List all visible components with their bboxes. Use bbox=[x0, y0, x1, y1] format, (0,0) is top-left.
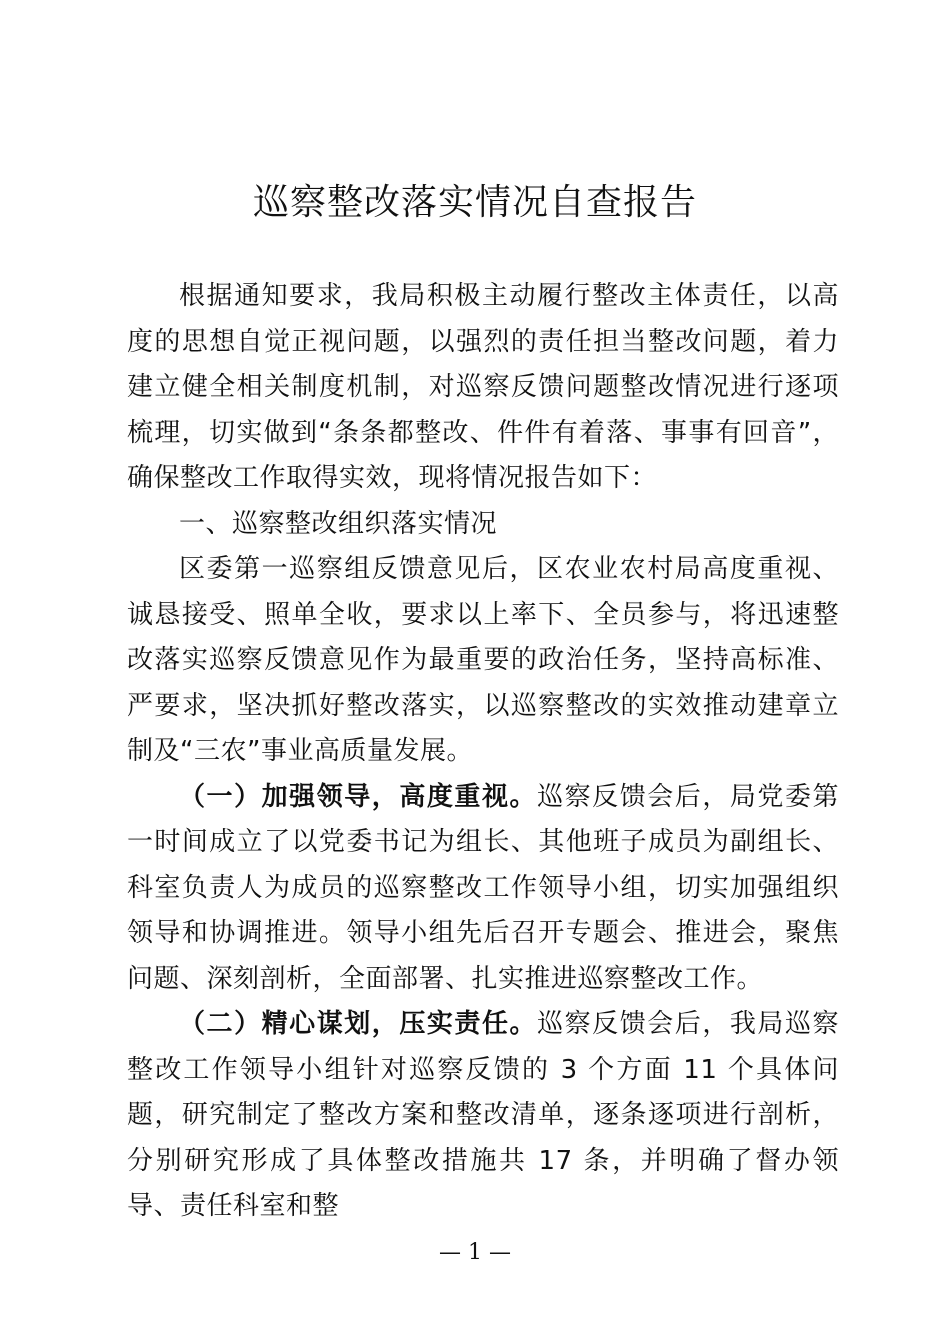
intro-paragraph: 根据通知要求，我局积极主动履行整改主体责任，以高度的思想自觉正视问题，以强烈的责任担当整改问题，着力建立健全相关制度机制，对巡察反馈问题整改情况进行逐项梳理，切实做到“条条都整改、件件有着落、事事有回音”，确保整改工作取得实效，现将情况报告如下： bbox=[127, 281, 839, 493]
section-1-paragraph: 区委第一巡察组反馈意见后，区农业农村局高度重视、诚恳接受、照单全收，要求以上率下、全员参与，将迅速整改落实巡察反馈意见作为最重要的政治任务，坚持高标准、严要求，坚决抓好整改落实，以巡察整改的实效推动建章立制及“三农”事业高质量发展。 bbox=[127, 554, 839, 766]
document-title: 巡察整改落实情况自查报告 bbox=[252, 182, 697, 223]
subsection-2-paragraph bbox=[127, 1002, 839, 1230]
document-body bbox=[127, 274, 839, 1230]
subsection-2-text: 巡察反馈会后，我局巡察整改工作领导小组针对巡察反馈的 3 个方面 11 个具体问题，研究制定了整改方案和整改清单，逐条逐项进行剖析，分别研究形成了具体整改措施共 17 条，并明确了督办领导、责任科室和整 bbox=[127, 1009, 839, 1221]
subsection-1-text: 巡察反馈会后，局党委第一时间成立了以党委书记为组长、其他班子成员为副组长、科室负责人为成员的巡察整改工作领导小组，切实加强组织领导和协调推进。领导小组先后召开专题会、推进会，聚焦问题、深刻剖析，全面部署、扎实推进巡察整改工作。 bbox=[127, 781, 839, 994]
subsection-1-paragraph bbox=[127, 775, 839, 1003]
subsection-1-heading: （一）加强领导，高度重视。 bbox=[179, 781, 538, 812]
page-number: — 1 — bbox=[439, 1240, 511, 1265]
subsection-2-heading: （二）精心谋划，压实责任。 bbox=[179, 1009, 538, 1039]
section-heading-1: 一、巡察整改组织落实情况 bbox=[179, 508, 498, 539]
